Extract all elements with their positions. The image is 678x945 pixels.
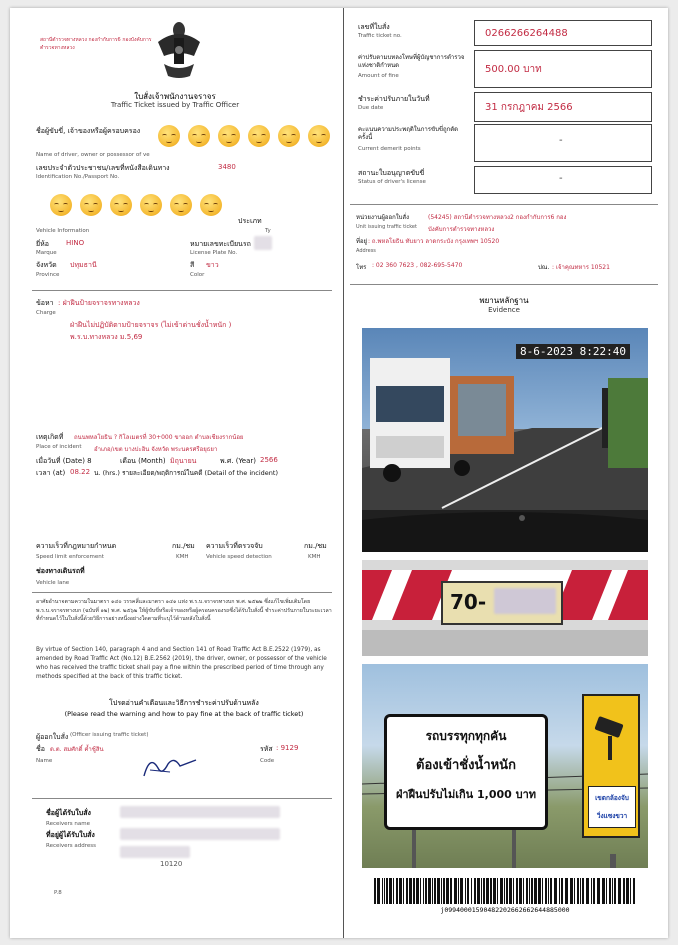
barcode-bar <box>403 878 404 904</box>
barcode-bar <box>609 878 611 904</box>
barcode-bar <box>483 878 485 904</box>
month-value: มิถุนายน <box>170 457 197 465</box>
separator <box>350 204 658 205</box>
province-value: ปทุมธานี <box>70 261 97 269</box>
barcode-bar <box>565 878 568 904</box>
status-box <box>474 166 652 194</box>
barcode-bar <box>443 878 445 904</box>
code-label: รหัส <box>260 745 273 753</box>
camera-warning-sign <box>582 694 640 838</box>
barcode-bar <box>406 878 408 904</box>
place-label: เหตุเกิดที่ <box>36 433 64 441</box>
ticket-no-label: เลขที่ใบสั่ง <box>358 23 390 31</box>
unit-label: หน่วยงานผู้ออกใบสั่ง <box>356 214 410 221</box>
ticket-no-box <box>474 20 652 46</box>
status-label-en: Status of driver's license <box>358 179 426 185</box>
barcode-bar <box>393 878 394 904</box>
sign-line-3: ฝ่าฝืนปรับไม่เกิน 1,000 บาท <box>395 788 537 801</box>
barcode-bar <box>534 878 537 904</box>
officer-name-value: ด.ต. สมศักดิ์ ค้ำชู้สิน <box>50 746 104 753</box>
barcode-bar <box>529 878 530 904</box>
barcode-bar <box>428 878 431 904</box>
barcode-bar <box>471 878 472 904</box>
brand-label-en: Marque <box>36 250 57 256</box>
barcode-bar <box>460 878 463 904</box>
ticket-no-label-en: Traffic ticket no. <box>358 33 402 39</box>
address-value: : ถ.พหลโยธิน ทับยาว ลาดกระบัง กรุงเทพฯ 10520 <box>368 238 500 245</box>
barcode-bar <box>633 878 635 904</box>
barcode-bar <box>630 878 631 904</box>
barcode-bar <box>389 878 392 904</box>
barcode-bar <box>548 878 549 904</box>
barcode-bar <box>586 878 589 904</box>
post-label: ปณ. <box>538 264 550 271</box>
barcode-bar <box>396 878 398 904</box>
barcode-bar <box>432 878 433 904</box>
vehicle-info-label: Vehicle Information <box>36 228 90 234</box>
barcode-bar <box>506 878 508 904</box>
separator <box>32 290 332 291</box>
id-label-en: Identification No./Passport No. <box>36 174 120 180</box>
barcode-bar <box>577 878 579 904</box>
place-value-2: อำเภอ/เขต บางปะอิน จังหวัด พระนครศรีอยุธยา <box>94 446 218 453</box>
redaction-emoji-icon <box>218 125 240 147</box>
barcode-bar <box>523 878 524 904</box>
barcode-bar <box>477 878 480 904</box>
evidence-title-en: Evidence <box>488 306 520 314</box>
demerit-box <box>474 124 652 162</box>
lane-label-en: Vehicle lane <box>36 580 70 586</box>
barcode-bar <box>542 878 543 904</box>
barcode-bar <box>458 878 459 904</box>
barcode-bar <box>409 878 412 904</box>
fine-box <box>474 50 652 88</box>
barcode-bar <box>550 878 552 904</box>
barcode-bar <box>450 878 452 904</box>
separator <box>350 284 658 285</box>
code-label-en: Code <box>260 758 275 764</box>
color-value: ขาว <box>206 261 219 269</box>
redaction-emoji-icon <box>110 194 132 216</box>
redaction-emoji-icon <box>170 194 192 216</box>
redacted-receiver-name <box>120 806 280 818</box>
evidence-photo-plate <box>362 560 648 656</box>
redaction-emoji-icon <box>158 125 180 147</box>
unit-label-en: Unit issuing traffic ticket <box>356 224 417 230</box>
barcode-bar <box>423 878 424 904</box>
barcode-bar <box>474 878 476 904</box>
barcode-bar <box>465 878 466 904</box>
fine-value: 500.00 บาท <box>485 64 542 75</box>
charge-value: : ฝ่าฝืนป้ายจราจรทางหลวง <box>58 299 140 307</box>
charge-label: ข้อหา <box>36 299 54 307</box>
phone-label: โทร <box>356 264 367 271</box>
weigh-station-sign <box>384 714 548 830</box>
barcode-bar <box>519 878 522 904</box>
ticket-no-value: 0266266264488 <box>485 28 568 39</box>
demerit-label: คะแนนความประพฤติในการขับขี่ถูกตัดครั้งนี้ <box>358 126 459 141</box>
barcode-bar <box>446 878 449 904</box>
side-sign-text-panel <box>588 786 636 828</box>
receiver-label: ชื่อผู้ได้รับใบสั่ง <box>46 809 91 817</box>
officer-name-label-en: Name <box>36 758 53 764</box>
barcode-bar <box>374 878 376 904</box>
barcode-bar <box>554 878 557 904</box>
code-value: : 9129 <box>276 744 299 752</box>
warning-en: (Please read the warning and how to pay fine at the back of traffic ticket) <box>64 710 304 718</box>
address-label: ที่อยู่ <box>356 238 368 245</box>
redacted-plate <box>254 236 272 250</box>
camera-icon <box>592 706 630 766</box>
barcode-bar <box>437 878 440 904</box>
vehicle-type-label: ประเภท <box>238 217 262 225</box>
officer-label-en: (Officer issuing traffic ticket) <box>70 732 149 738</box>
separator <box>32 798 332 799</box>
ticket-title-en: Traffic Ticket issued by Traffic Officer <box>110 101 240 109</box>
barcode-bar <box>526 878 528 904</box>
evidence-photo-sign <box>362 664 648 868</box>
barcode-bar <box>434 878 436 904</box>
legal-text-en: By virtue of Section 140, paragraph 4 and and Section 141 of Road Traffic Act B.E.2522 (1979), as amended by Road Traffic Act (No.12) B.E.2562 (2019), the driver, owner, or possessor of the vehicle who has received the traffic ticket shall pay a fine within the prescribed period of time through any methods specified at the back of this traffic ticket. <box>36 647 327 680</box>
barcode-bar <box>561 878 563 904</box>
year-label: พ.ศ. (Year) <box>220 457 257 465</box>
brand-value: HINO <box>66 239 85 247</box>
due-box <box>474 92 652 122</box>
status-value: - <box>559 173 563 184</box>
barcode-bar <box>516 878 518 904</box>
barcode-text: j09940001590482202662662644885000 <box>440 906 570 914</box>
barcode-bar <box>612 878 613 904</box>
post-value: : เจ้าคุณทหาร 10521 <box>552 264 610 271</box>
barcode-bar <box>626 878 629 904</box>
speed-detect-unit-en: KMH <box>308 554 321 560</box>
speed-limit-unit-en: KMH <box>176 554 189 560</box>
speed-detect-label-en: Vehicle speed detection <box>206 554 272 560</box>
receiver-label-en: Receivers name <box>46 821 91 827</box>
barcode-bar <box>538 878 541 904</box>
redaction-emoji-icon <box>50 194 72 216</box>
barcode-bar <box>559 878 560 904</box>
barcode-bar <box>504 878 505 904</box>
legal-text-th: อาศัยอำนาจตามความในมาตรา ๑๔๐ วรรคสี่และมาตรา ๑๔๑ แห่ง พ.ร.บ.จราจรทางบก พ.ศ. ๒๕๒๒ ซึ่งแก้ไขเพิ่มเติมโดย พ.ร.บ.จราจรทางบก (ฉบับที่ ๑๒) พ.ศ. ๒๕๖๒ ให้ผู้ขับขี่หรือเจ้าของหรือผู้ครอบครองรถซึ่งได้รับใบสั่งนี้ ชำระค่าปรับภายในระยะเวลาที่กำหนดไว้ในใบสั่งนี้ด้วยวิธีการอย่างหนึ่งอย่างใดตามที่ระบุไว้ด้านหลังใบสั่งนี้ <box>36 599 332 622</box>
redaction-emoji-icon <box>278 125 300 147</box>
demerit-label-en: Current demerit points <box>358 146 421 152</box>
footer-mark: P.8 <box>54 890 62 896</box>
sign-line-1: รถบรรทุกทุกคัน <box>425 729 507 743</box>
side-sign-bottom: วิ่งแซงขวา <box>596 812 628 820</box>
driver-name-label-en: Name of driver, owner or possessor of ve <box>36 152 150 158</box>
due-label-en: Due date <box>358 105 384 111</box>
barcode-bar <box>441 878 442 904</box>
driver-name-label: ชื่อผู้ขับขี่, เจ้าของหรือผู้ครอบครอง <box>36 127 141 135</box>
demerit-value: - <box>559 135 563 146</box>
redaction-emoji-icon <box>140 194 162 216</box>
barcode-bar <box>377 878 380 904</box>
redacted-plate-digits <box>494 588 556 614</box>
due-label: ชำระค่าปรับภายในวันที่ <box>358 95 430 103</box>
month-label: เดือน (Month) <box>120 457 166 465</box>
charge-label-en: Charge <box>36 310 56 316</box>
barcode-bar <box>386 878 388 904</box>
speed-limit-unit: กม./ชม <box>172 542 195 550</box>
speed-limit-label-en: Speed limit enforcement <box>36 554 104 560</box>
place-value-1: ถนนพหลโยธิน ? กิโลเมตรที่ 30+000 ขาออก ตำบลเชียงรากน้อย <box>74 434 244 441</box>
barcode-bar <box>454 878 457 904</box>
barcode-bar <box>382 878 383 904</box>
barcode <box>374 878 636 904</box>
warning-th: โปรดอ่านคำเตือนและวิธีการชำระค่าปรับด้านหลัง <box>109 699 259 707</box>
time-value: 08.22 <box>70 468 91 476</box>
receiver-addr-label-en: Receivers address <box>46 843 97 849</box>
barcode-bar <box>384 878 385 904</box>
fine-label-en: Amount of fine <box>358 73 399 79</box>
charge-detail-2: พ.ร.บ.ทางหลวง ม.5,69 <box>70 333 143 341</box>
charge-detail-1: ฝ่าฝืนไม่ปฏิบัติตามป้ายจราจร (ไม่เข้าด่านชั่งน้ำหนัก ) <box>70 321 232 329</box>
barcode-bar <box>413 878 415 904</box>
barcode-bar <box>606 878 607 904</box>
agency-name: สถานีตำรวจทางหลวง กองกำกับการ6 กองบังคับการตำรวจทางหลวง <box>40 37 152 51</box>
barcode-bar <box>614 878 616 904</box>
barcode-bar <box>509 878 512 904</box>
place-label-en: Place of incident <box>36 444 82 450</box>
vehicle-type-label-en: Ty <box>265 228 271 234</box>
plate-number: 70- <box>450 590 487 614</box>
separator <box>32 592 332 593</box>
barcode-bar <box>623 878 625 904</box>
speed-detect-label: ความเร็วที่ตรวจจับ <box>206 542 263 550</box>
barcode-bar <box>591 878 592 904</box>
lane-label: ช่องทางเดินรถที่ <box>36 567 85 575</box>
barcode-bar <box>416 878 419 904</box>
officer-signature <box>140 750 200 780</box>
fine-label: ค่าปรับตามบทลงโทษที่ผู้บัญชาการตำรวจแห่งชาติกำหนด <box>358 54 465 69</box>
date-label: เมื่อวันที่ (Date) 8 <box>36 457 92 465</box>
barcode-bar <box>597 878 600 904</box>
barcode-bar <box>574 878 575 904</box>
barcode-bar <box>580 878 581 904</box>
evidence-title-th: พยานหลักฐาน <box>479 296 529 305</box>
barcode-bar <box>490 878 492 904</box>
barcode-bar <box>570 878 573 904</box>
redaction-emoji-icon <box>308 125 330 147</box>
barcode-bar <box>582 878 584 904</box>
officer-label: ผู้ออกใบสั่ง <box>36 733 69 741</box>
redacted-receiver-address <box>120 828 280 840</box>
redaction-emoji-icon <box>200 194 222 216</box>
brand-label: ยี่ห้อ <box>36 240 49 248</box>
address-label-en: Address <box>356 248 376 254</box>
id-value: 3480 <box>218 163 236 171</box>
barcode-bar <box>513 878 514 904</box>
province-label: จังหวัด <box>36 261 57 269</box>
time-detail-label: น. (hrs.) รายละเอียด/พฤติการณ์ในคดี (Detail of the incident) <box>94 469 278 477</box>
barcode-bar <box>497 878 498 904</box>
barcode-bar <box>545 878 547 904</box>
color-label-en: Color <box>190 272 205 278</box>
evidence-photo-road <box>362 328 648 552</box>
id-label: เลขประจำตัวประชาชน/เลขที่หนังสือเดินทาง <box>36 164 170 172</box>
speed-detect-unit: กม./ชม <box>304 542 327 550</box>
year-value: 2566 <box>260 456 278 464</box>
due-value: 31 กรกฎาคม 2566 <box>485 102 573 113</box>
time-label: เวลา (at) <box>36 469 66 477</box>
sign-line-2: ต้องเข้าชั่งน้ำหนัก <box>416 758 516 773</box>
garuda-emblem-icon <box>150 20 208 82</box>
receiver-addr-label: ที่อยู่ผู้ได้รับใบสั่ง <box>46 831 95 839</box>
barcode-bar <box>493 878 496 904</box>
officer-name-label: ชื่อ <box>36 745 45 753</box>
column-divider <box>343 8 344 938</box>
side-sign-top: เขตกล้องจับ <box>595 794 629 802</box>
plate-label-en: License Plate No. <box>190 250 238 256</box>
plate-label: หมายเลขทะเบียนรถ <box>190 240 251 248</box>
color-label: สี <box>190 261 195 269</box>
speed-limit-label: ความเร็วที่กฎหมายกำหนด <box>36 542 117 550</box>
redacted-receiver-address-2 <box>120 846 190 858</box>
phone-value: : 02 360 7623 , 082-695-5470 <box>372 262 463 269</box>
traffic-ticket-document <box>10 8 668 938</box>
province-label-en: Province <box>36 272 60 278</box>
barcode-bar <box>593 878 595 904</box>
barcode-bar <box>399 878 402 904</box>
barcode-bar <box>486 878 489 904</box>
barcode-bar <box>500 878 503 904</box>
status-label: สถานะใบอนุญาตขับขี่ <box>358 169 425 177</box>
barcode-bar <box>425 878 427 904</box>
barcode-bar <box>618 878 621 904</box>
unit-value: (54245) สถานีตำรวจทางหลวง2 กองกำกับการ6 กอง <box>428 214 567 221</box>
barcode-bar <box>602 878 605 904</box>
redaction-emoji-icon <box>80 194 102 216</box>
receiver-addr-tail: 10120 <box>160 860 183 868</box>
photo-timestamp: 8-6-2023 8:22:40 <box>516 344 630 359</box>
redaction-emoji-icon <box>248 125 270 147</box>
barcode-bar <box>420 878 421 904</box>
barcode-bar <box>531 878 533 904</box>
ticket-title-th: ใบสั่งเจ้าพนักงานจราจร <box>134 92 216 101</box>
barcode-bar <box>467 878 469 904</box>
unit-value-2: บังคับการตำรวจทางหลวง <box>428 226 495 233</box>
barcode-bar <box>481 878 482 904</box>
redaction-emoji-icon <box>188 125 210 147</box>
